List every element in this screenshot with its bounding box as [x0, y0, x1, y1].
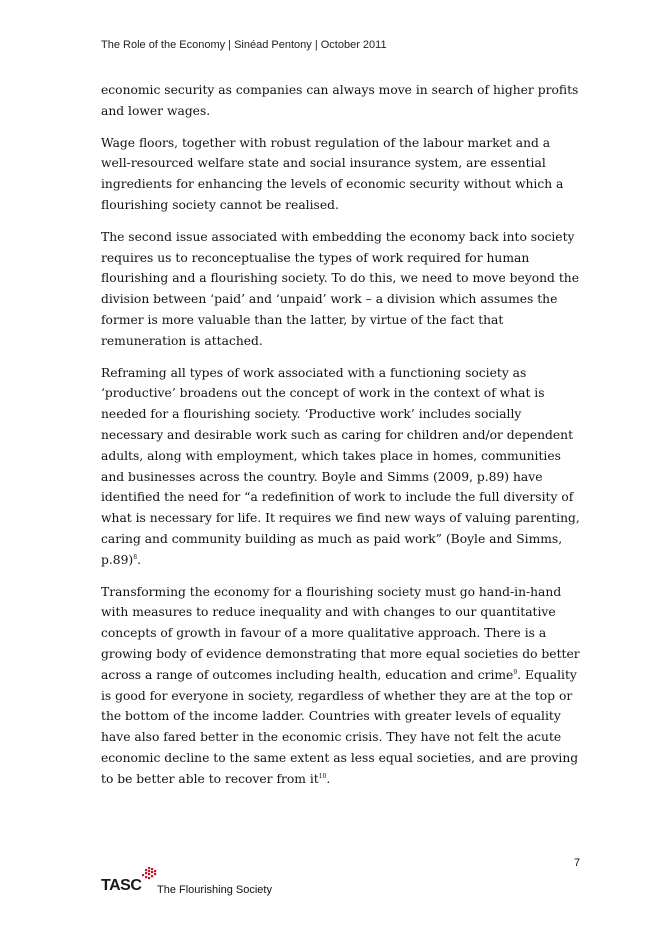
- paragraph-4-end: .: [137, 552, 141, 567]
- footnote-ref-10[interactable]: 10: [318, 772, 327, 780]
- footnote-ref-9[interactable]: 9: [513, 668, 518, 676]
- footer: [101, 867, 361, 897]
- paragraph-4: [101, 363, 583, 571]
- body-text: [101, 80, 583, 801]
- paragraph-5-end: .: [326, 771, 331, 786]
- footer-tagline: The Flourishing Society: [157, 884, 272, 896]
- paragraph-5: [101, 582, 583, 790]
- logo-wordmark: TASC: [101, 877, 142, 894]
- paragraph-1: economic security as companies can always move in search of higher profits and lower wages.: [101, 83, 579, 118]
- footnote-ref-8[interactable]: 8: [133, 553, 138, 561]
- running-header: The Role of the Economy | Sinéad Pentony | October 2011: [101, 39, 387, 51]
- paragraph-5-text-a: Transforming the economy for a flourishing society must go hand-in-hand with measures to reduce inequality and with changes to our quantitative concepts of growth in favour of a more qualitative approach. There is a growing body of evidence demonstrating that more equal societies do better across a range of outcomes including health, education and crime: [101, 584, 580, 682]
- paragraph-4-text: Reframing all types of work associated with a functioning society as ‘productive’ broadens out the concept of work in the context of what is needed for a flourishing society. ‘Productive work’ includes socially necessary and desirable work such as caring for children and/or dependent adults, along with employment, which takes place in homes, communities and businesses across the country. Boyle and Simms (2009, p.89) have identified the need for “a redefinition of work to include the full diversity of what is necessary for life. It requires we find new ways of valuing parenting, caring and community building as much as paid work” (Boyle and Simms, p.89): [101, 365, 580, 567]
- paragraph-3: The second issue associated with embedding the economy back into society requires us to reconceptualise the types of work required for human flourishing and a flourishing society. To do this, we need to move beyond the division between ‘paid’ and ‘unpaid’ work – a division which assumes the former is more valuable than the latter, by virtue of the fact that remuneration is attached.: [101, 229, 579, 348]
- logo-dots-icon: [140, 867, 158, 883]
- tasc-logo: [101, 867, 161, 897]
- page-number: 7: [574, 857, 581, 869]
- paragraph-5-text-b: . Equality is good for everyone in society, regardless of whether they are at the top or the bottom of the income ladder. Countries with greater levels of equality have also fared better in the economic crisis. They have not felt the acute economic decline to the same extent as less equal societies, and are proving to be better able to recover from it: [101, 667, 579, 786]
- paragraph-2: Wage floors, together with robust regulation of the labour market and a well-resourced welfare state and social insurance system, are essential ingredients for enhancing the levels of economic security without which a flourishing society cannot be realised.: [101, 135, 564, 212]
